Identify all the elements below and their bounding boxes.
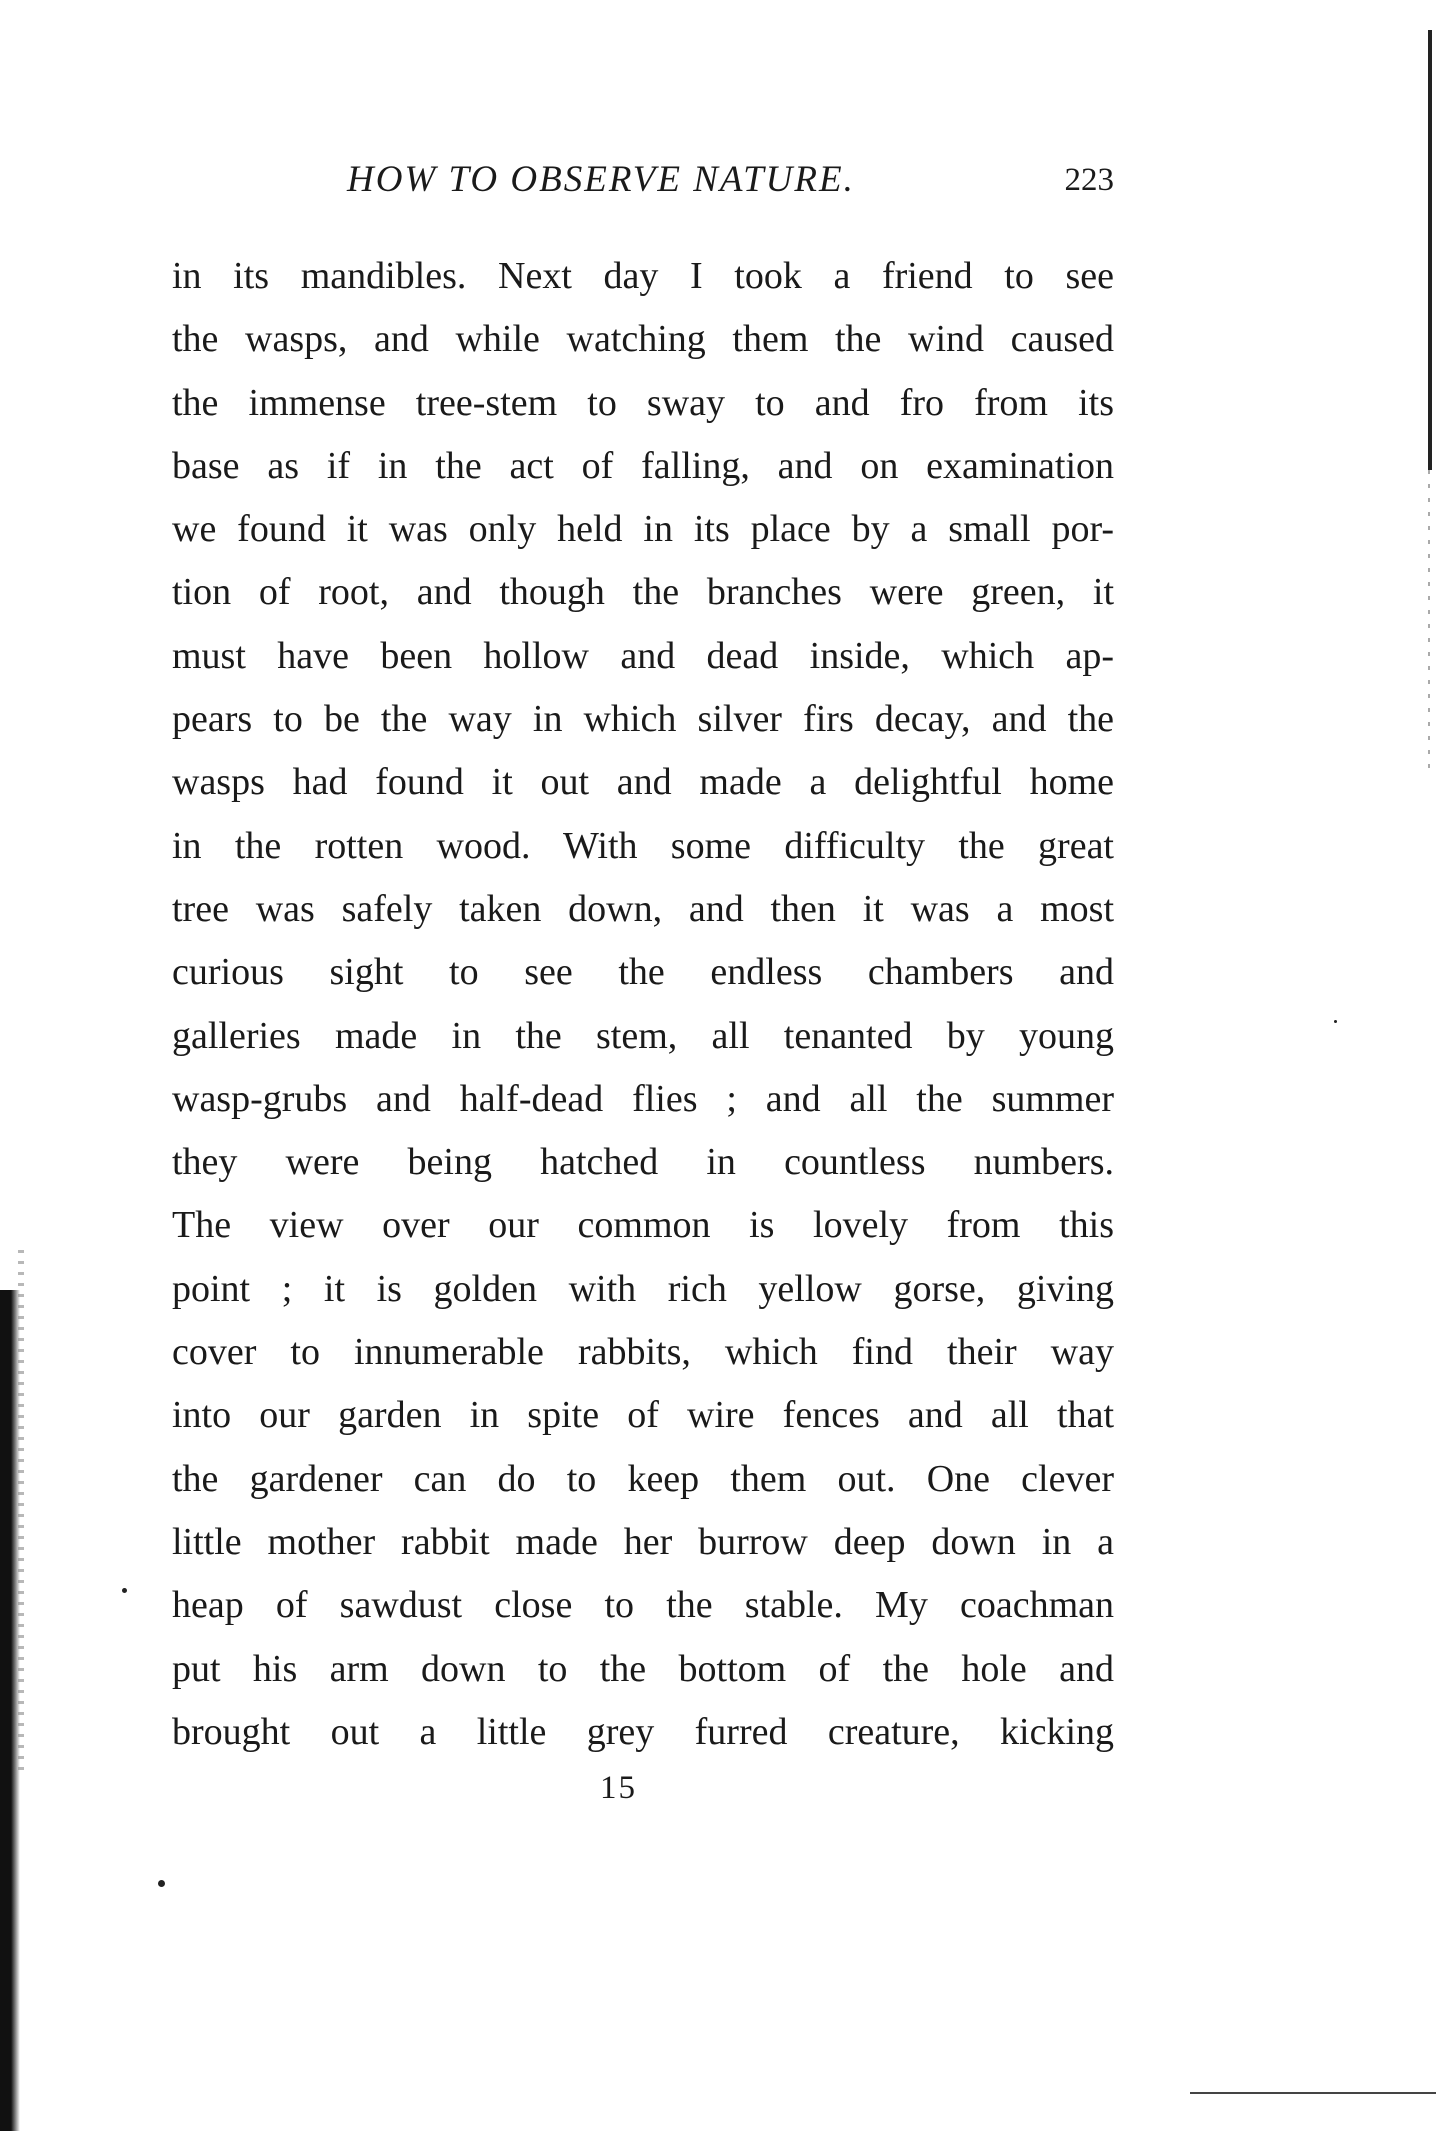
text-line: The view over our common is lovely from this (172, 1204, 1114, 1247)
text-line: the wasps, and while watching them the wind caused (172, 318, 1114, 361)
text-line: the gardener can do to keep them out. One clever (172, 1457, 1114, 1500)
text-line: wasp-grubs and half-dead flies ; and all the summer (172, 1077, 1114, 1120)
binding-speckle (18, 1250, 24, 1770)
text-line: point ; it is golden with rich yellow gorse, giving (172, 1267, 1114, 1310)
text-line: heap of sawdust close to the stable. My coachman (172, 1584, 1114, 1627)
binding-shadow (0, 1290, 20, 2131)
running-title: HOW TO OBSERVE NATURE. (347, 159, 855, 200)
signature-mark: 15 (600, 1770, 637, 1806)
text-line: put his arm down to the bottom of the hole and (172, 1647, 1114, 1690)
text-line: brought out a little grey furred creature, kicking (172, 1710, 1114, 1753)
text-line: wasps had found it out and made a delightful home (172, 761, 1114, 804)
page-edge-line (1428, 30, 1432, 470)
text-line: in its mandibles. Next day I took a friend to see (172, 255, 1114, 297)
text-line: pears to be the way in which silver firs decay, and the (172, 698, 1114, 741)
text-line: tion of root, and though the branches were green, it (172, 571, 1114, 614)
text-line: must have been hollow and dead inside, which ap- (172, 634, 1114, 677)
page-header (172, 150, 1114, 210)
text-line: tree was safely taken down, and then it was a most (172, 887, 1114, 930)
page-number: 223 (1064, 162, 1114, 198)
text-line: in the rotten wood. With some difficulty the great (172, 824, 1114, 867)
text-line: they were being hatched in countless numbers. (172, 1141, 1114, 1184)
page-edge-faint-line (1428, 470, 1430, 770)
text-line: little mother rabbit made her burrow deep down in a (172, 1520, 1114, 1563)
text-line: base as if in the act of falling, and on examination (172, 444, 1114, 487)
text-line: into our garden in spite of wire fences and all that (172, 1394, 1114, 1437)
text-line: cover to innumerable rabbits, which find their way (172, 1331, 1114, 1374)
body-text (172, 245, 1114, 1764)
text-line: curious sight to see the endless chambers and (172, 951, 1114, 994)
ink-speck (158, 1880, 165, 1887)
ink-speck (1334, 1020, 1337, 1023)
text-line: galleries made in the stem, all tenanted by young (172, 1014, 1114, 1057)
ink-speck (122, 1588, 127, 1593)
bottom-edge-rule (1190, 2092, 1436, 2094)
text-line: we found it was only held in its place by a small por- (172, 508, 1114, 551)
text-line: the immense tree-stem to sway to and fro from its (172, 381, 1114, 424)
